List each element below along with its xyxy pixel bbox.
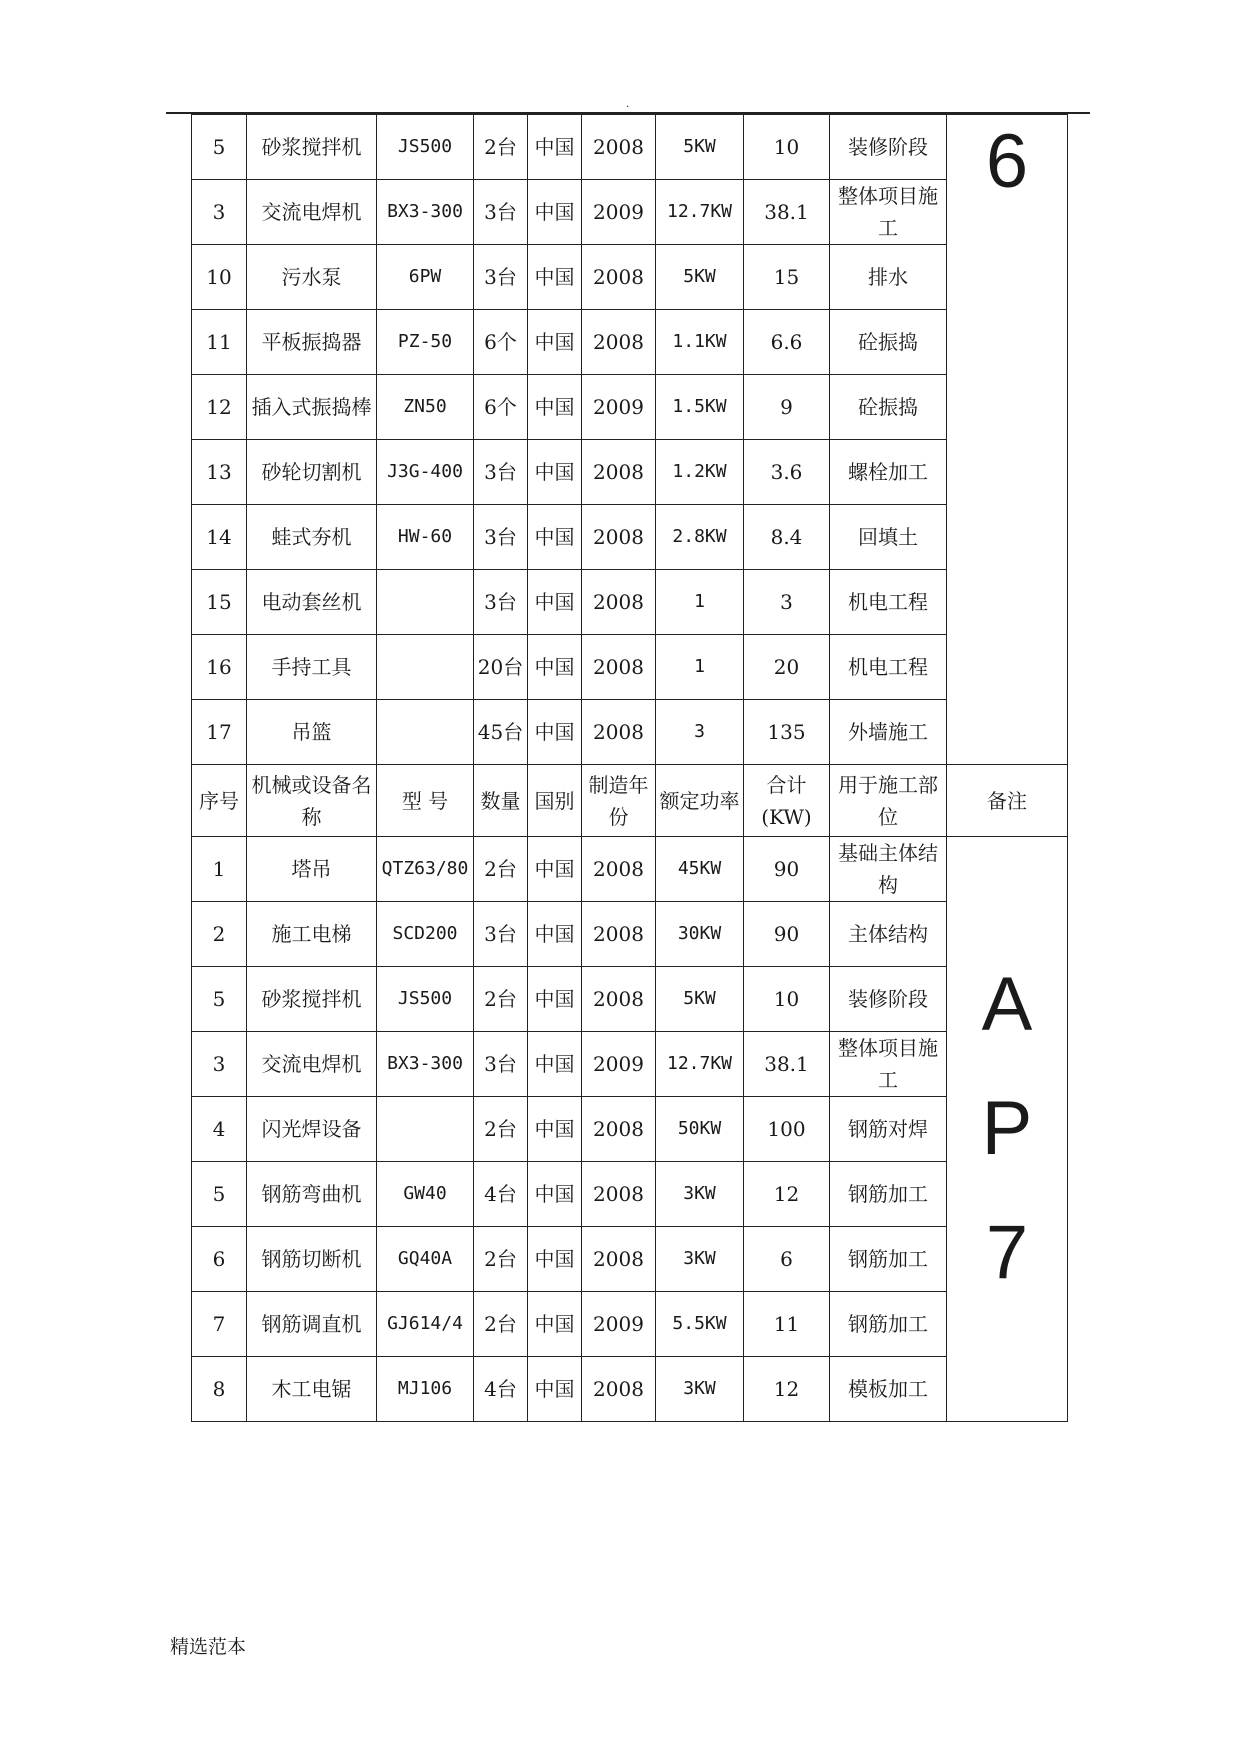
cell-year: 2009 (582, 375, 656, 440)
cell-model: HW-60 (377, 505, 474, 570)
cell-total: 12 (744, 1162, 830, 1227)
table-row (192, 570, 1068, 635)
cell-location: 模板加工 (830, 1357, 947, 1422)
cell-location: 钢筋加工 (830, 1292, 947, 1357)
cell-qty: 2台 (474, 967, 528, 1032)
cell-location: 整体项目施工 (830, 180, 947, 245)
table-row (192, 1357, 1068, 1422)
cell-total: 11 (744, 1292, 830, 1357)
cell-total: 12 (744, 1357, 830, 1422)
cell-seq: 5 (192, 967, 247, 1032)
col-header-model: 型 号 (377, 765, 474, 837)
cell-model: PZ-50 (377, 310, 474, 375)
cell-seq: 10 (192, 245, 247, 310)
cell-total: 20 (744, 635, 830, 700)
cell-seq: 5 (192, 115, 247, 180)
cell-total: 6.6 (744, 310, 830, 375)
cell-country: 中国 (528, 180, 582, 245)
cell-seq: 15 (192, 570, 247, 635)
cell-qty: 2台 (474, 837, 528, 902)
cell-year: 2008 (582, 245, 656, 310)
cell-total: 135 (744, 700, 830, 765)
cell-model: JS500 (377, 115, 474, 180)
cell-location: 机电工程 (830, 570, 947, 635)
cell-country: 中国 (528, 115, 582, 180)
cell-qty: 3台 (474, 245, 528, 310)
table-row (192, 245, 1068, 310)
cell-power: 30KW (656, 902, 744, 967)
cell-name: 平板振捣器 (247, 310, 377, 375)
cell-country: 中国 (528, 245, 582, 310)
cell-power: 1.5KW (656, 375, 744, 440)
cell-power: 1 (656, 570, 744, 635)
cell-seq: 11 (192, 310, 247, 375)
cell-power: 3 (656, 700, 744, 765)
cell-total: 8.4 (744, 505, 830, 570)
section-1 (192, 115, 1068, 765)
cell-model: QTZ63/80 (377, 837, 474, 902)
cell-name: 蛙式夯机 (247, 505, 377, 570)
cell-qty: 4台 (474, 1162, 528, 1227)
cell-year: 2008 (582, 902, 656, 967)
cell-qty: 2台 (474, 1292, 528, 1357)
cell-seq: 3 (192, 180, 247, 245)
cell-seq: 17 (192, 700, 247, 765)
col-header-seq: 序号 (192, 765, 247, 837)
cell-location: 机电工程 (830, 635, 947, 700)
cell-qty: 45台 (474, 700, 528, 765)
cell-country: 中国 (528, 635, 582, 700)
equipment-table (191, 114, 1068, 1422)
cell-location: 整体项目施工 (830, 1032, 947, 1097)
table-row (192, 440, 1068, 505)
cell-seq: 7 (192, 1292, 247, 1357)
table-row (192, 180, 1068, 245)
cell-country: 中国 (528, 505, 582, 570)
cell-qty: 6个 (474, 310, 528, 375)
table-row (192, 1292, 1068, 1357)
cell-name: 砂浆搅拌机 (247, 967, 377, 1032)
table-row (192, 1162, 1068, 1227)
cell-name: 交流电焊机 (247, 1032, 377, 1097)
cell-power: 5.5KW (656, 1292, 744, 1357)
cell-country: 中国 (528, 1227, 582, 1292)
header-row-group (192, 765, 1068, 837)
cell-location: 钢筋加工 (830, 1162, 947, 1227)
cell-seq: 5 (192, 1162, 247, 1227)
cell-country: 中国 (528, 375, 582, 440)
cell-model: 6PW (377, 245, 474, 310)
cell-power: 5KW (656, 967, 744, 1032)
cell-year: 2008 (582, 570, 656, 635)
cell-qty: 3台 (474, 440, 528, 505)
cell-qty: 3台 (474, 180, 528, 245)
cell-location: 砼振捣 (830, 310, 947, 375)
col-header-country: 国别 (528, 765, 582, 837)
col-header-location: 用于施工部位 (830, 765, 947, 837)
cell-year: 2008 (582, 700, 656, 765)
cell-power: 1 (656, 635, 744, 700)
cell-power: 3KW (656, 1227, 744, 1292)
cell-country: 中国 (528, 310, 582, 375)
cell-total: 3.6 (744, 440, 830, 505)
cell-total: 6 (744, 1227, 830, 1292)
cell-power: 50KW (656, 1097, 744, 1162)
table-row (192, 700, 1068, 765)
cell-model: MJ106 (377, 1357, 474, 1422)
cell-location: 砼振捣 (830, 375, 947, 440)
cell-seq: 14 (192, 505, 247, 570)
cell-country: 中国 (528, 837, 582, 902)
cell-total: 38.1 (744, 180, 830, 245)
cell-name: 钢筋切断机 (247, 1227, 377, 1292)
cell-name: 吊篮 (247, 700, 377, 765)
cell-location: 回填土 (830, 505, 947, 570)
col-header-name: 机械或设备名称 (247, 765, 377, 837)
cell-qty: 2台 (474, 1097, 528, 1162)
cell-year: 2008 (582, 1097, 656, 1162)
header-mark: . (626, 99, 630, 110)
cell-model: J3G-400 (377, 440, 474, 505)
cell-year: 2008 (582, 440, 656, 505)
cell-country: 中国 (528, 1032, 582, 1097)
cell-model: BX3-300 (377, 180, 474, 245)
cell-location: 钢筋加工 (830, 1227, 947, 1292)
cell-seq: 2 (192, 902, 247, 967)
cell-country: 中国 (528, 902, 582, 967)
cell-model (377, 700, 474, 765)
cell-qty: 3台 (474, 505, 528, 570)
cell-total: 10 (744, 967, 830, 1032)
cell-total: 90 (744, 902, 830, 967)
cell-qty: 6个 (474, 375, 528, 440)
cell-location: 钢筋对焊 (830, 1097, 947, 1162)
cell-power: 5KW (656, 115, 744, 180)
cell-location: 基础主体结构 (830, 837, 947, 902)
table-row (192, 310, 1068, 375)
cell-name: 交流电焊机 (247, 180, 377, 245)
cell-year: 2008 (582, 115, 656, 180)
cell-power: 3KW (656, 1162, 744, 1227)
cell-qty: 2台 (474, 1227, 528, 1292)
table-row (192, 635, 1068, 700)
cell-name: 砂浆搅拌机 (247, 115, 377, 180)
cell-country: 中国 (528, 1162, 582, 1227)
cell-name: 钢筋弯曲机 (247, 1162, 377, 1227)
remark-label: AP7 (981, 962, 1033, 1295)
cell-name: 塔吊 (247, 837, 377, 902)
cell-power: 5KW (656, 245, 744, 310)
cell-country: 中国 (528, 700, 582, 765)
cell-year: 2008 (582, 1227, 656, 1292)
cell-model (377, 570, 474, 635)
section-2 (192, 837, 1068, 1422)
cell-model: JS500 (377, 967, 474, 1032)
cell-country: 中国 (528, 1357, 582, 1422)
table-row (192, 837, 1068, 902)
cell-location: 排水 (830, 245, 947, 310)
cell-year: 2008 (582, 635, 656, 700)
cell-qty: 20台 (474, 635, 528, 700)
cell-name: 砂轮切割机 (247, 440, 377, 505)
cell-name: 木工电锯 (247, 1357, 377, 1422)
header-row (192, 765, 1068, 837)
cell-total: 100 (744, 1097, 830, 1162)
col-header-remark: 备注 (947, 765, 1068, 837)
cell-total: 15 (744, 245, 830, 310)
cell-location: 装修阶段 (830, 115, 947, 180)
cell-model: GQ40A (377, 1227, 474, 1292)
table-row (192, 505, 1068, 570)
cell-location: 主体结构 (830, 902, 947, 967)
cell-year: 2008 (582, 967, 656, 1032)
cell-name: 插入式振捣棒 (247, 375, 377, 440)
table-row (192, 1227, 1068, 1292)
cell-name: 电动套丝机 (247, 570, 377, 635)
cell-power: 1.1KW (656, 310, 744, 375)
cell-year: 2008 (582, 1162, 656, 1227)
cell-total: 10 (744, 115, 830, 180)
cell-year: 2008 (582, 1357, 656, 1422)
cell-year: 2008 (582, 310, 656, 375)
cell-model (377, 635, 474, 700)
cell-location: 装修阶段 (830, 967, 947, 1032)
cell-model: GJ614/4 (377, 1292, 474, 1357)
cell-qty: 3台 (474, 902, 528, 967)
cell-seq: 4 (192, 1097, 247, 1162)
cell-power: 12.7KW (656, 180, 744, 245)
cell-location: 外墙施工 (830, 700, 947, 765)
col-header-qty: 数量 (474, 765, 528, 837)
cell-model: GW40 (377, 1162, 474, 1227)
cell-model: SCD200 (377, 902, 474, 967)
cell-year: 2009 (582, 1292, 656, 1357)
cell-qty: 4台 (474, 1357, 528, 1422)
cell-year: 2009 (582, 180, 656, 245)
cell-name: 施工电梯 (247, 902, 377, 967)
cell-country: 中国 (528, 570, 582, 635)
cell-name: 钢筋调直机 (247, 1292, 377, 1357)
cell-power: 2.8KW (656, 505, 744, 570)
cell-country: 中国 (528, 440, 582, 505)
cell-model: BX3-300 (377, 1032, 474, 1097)
cell-qty: 2台 (474, 115, 528, 180)
table-row (192, 902, 1068, 967)
cell-power: 3KW (656, 1357, 744, 1422)
footer-text: 精选范本 (170, 1636, 247, 1658)
col-header-power: 额定功率 (656, 765, 744, 837)
cell-country: 中国 (528, 967, 582, 1032)
table-row (192, 115, 1068, 180)
cell-qty: 3台 (474, 570, 528, 635)
cell-name: 污水泵 (247, 245, 377, 310)
cell-total: 90 (744, 837, 830, 902)
cell-name: 手持工具 (247, 635, 377, 700)
cell-power: 12.7KW (656, 1032, 744, 1097)
cell-qty: 3台 (474, 1032, 528, 1097)
remark-cell (947, 115, 1068, 765)
cell-year: 2009 (582, 1032, 656, 1097)
cell-seq: 16 (192, 635, 247, 700)
cell-seq: 13 (192, 440, 247, 505)
remark-cell (947, 837, 1068, 1422)
cell-seq: 6 (192, 1227, 247, 1292)
cell-power: 1.2KW (656, 440, 744, 505)
table-row (192, 1032, 1068, 1097)
cell-model: ZN50 (377, 375, 474, 440)
col-header-total: 合计(KW) (744, 765, 830, 837)
cell-seq: 8 (192, 1357, 247, 1422)
cell-model (377, 1097, 474, 1162)
cell-total: 38.1 (744, 1032, 830, 1097)
cell-seq: 3 (192, 1032, 247, 1097)
cell-power: 45KW (656, 837, 744, 902)
table-row (192, 967, 1068, 1032)
cell-seq: 1 (192, 837, 247, 902)
cell-year: 2008 (582, 837, 656, 902)
cell-country: 中国 (528, 1292, 582, 1357)
table-row (192, 1097, 1068, 1162)
col-header-year: 制造年份 (582, 765, 656, 837)
cell-total: 9 (744, 375, 830, 440)
cell-year: 2008 (582, 505, 656, 570)
cell-total: 3 (744, 570, 830, 635)
remark-label: 6 (985, 119, 1029, 204)
cell-country: 中国 (528, 1097, 582, 1162)
table-row (192, 375, 1068, 440)
cell-location: 螺栓加工 (830, 440, 947, 505)
cell-name: 闪光焊设备 (247, 1097, 377, 1162)
cell-seq: 12 (192, 375, 247, 440)
